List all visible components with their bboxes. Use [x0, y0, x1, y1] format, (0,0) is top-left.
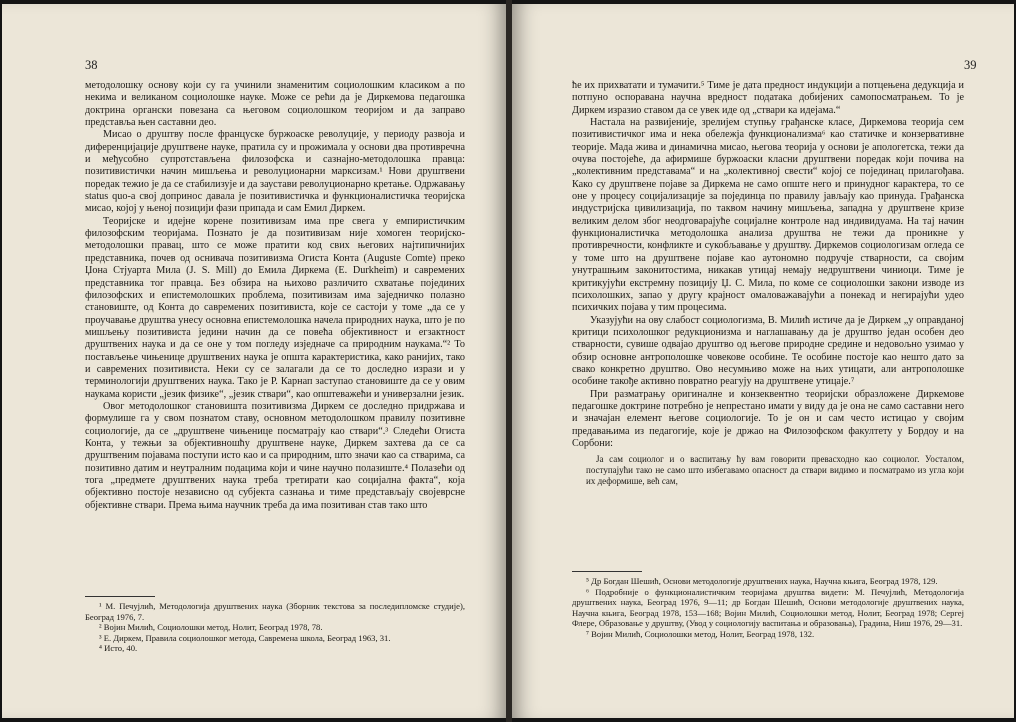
footnotes: [572, 559, 964, 640]
footnote: ⁷ Војин Милић, Социолошки метод, Нолит, Београд 1978, 132.: [586, 628, 815, 639]
footnotes: [85, 584, 465, 654]
paragraph: Овог методолошког становишта позитивизма Диркем се доследно придржава и формулише га у свом познатом ставу, основном методолошком правилу позитивне социологије, да се „друштвене чињенице посматрају као ствари“.³ Следећи Огиста Конта, у тежњи за објективношћу друштвене науке, Диркем захтева да се са друштвеним појавама поступи исто као и са природним, што значи као са стварима, са позитивно датим и неутралним подацима који и чине научно полазиште.⁴ Полазећи од тога „предмете друштвених наука треба третирати као социјална факта“, која објективно постоје независно од субјекта сазнања и тиме представљају својеврсне објективне ствари. Према њима научник треба да има позитиван став тако што: [85, 400, 465, 511]
footnote: ⁶ Подробније о функционалистичким теоријама друштва видети: М. Печујлић, Методологија друштвених наука, Београд 1976, 9—11; др Богдан Шешић, Основи методологије друштвених наука, Научна књига, Београд 1978, 153—168; Војин Милић, Социолошки метод, Нолит, Београд 1978; Сергеј Флере, Образовање у друштву, (Увод у социологију васпитања и образовања), Градина, Ниш 1976, 29—31.: [572, 586, 964, 629]
body-text: [85, 80, 465, 512]
footnote-rule: [572, 571, 642, 572]
paragraph: методолошку основу који су га учинили знаменитим социолошким класиком а по некима и великаном социолошке науке. Може се рећи да је Диркемова педагошка доктрина органски повезана са његовом социолошком теоријом и да заправо представља њен саставни део.: [85, 80, 465, 129]
paragraph: При разматрању оригиналне и конзеквентно теоријски образложене Диркемове педагошке доктрине потребно је непрестано имати у виду да је она не само саставни него и значајан елемент његове социологије. То је он и сам често истицао у својим предавањима из педагогије, које је држао на Филозофском факултету у Бордоу и на Сорбони:: [572, 388, 964, 449]
footnote: ¹ М. Печујлић, Методологија друштвених наука (Зборник текстова за последипломске студије), Београд 1976, 7.: [85, 601, 465, 622]
page-number: 39: [964, 58, 977, 72]
right-page: [512, 4, 1014, 718]
block-quote: Ја сам социолог и о васпитању ћу вам говорити превасходно као социолог. Уосталом, поступајући тако не само што избегавамо опасност да ствари видимо и посматрамо из угла који их деформише, већ сам,: [586, 454, 964, 487]
footnote: ⁵ Др Богдан Шешић, Основи методологије друштвених наука, Научна књига, Београд 1978, 129.: [586, 576, 938, 586]
paragraph: Указујући на ову слабост социологизма, В. Милић истиче да је Диркем „у оправданој критици психолошког редукционизма и наглашавању да је друштво један особен део стварности, сувише одвајао друштво од његове природне средине и недовољно узимао у обзир основне антрополошке човекове особине. Те особине постоје као нешто дато за свако конкретно друштво. Ово несумњиво може на њих утицати, али антрополошке особине такође активно повратно реагују на друштвене утицаје.⁷: [572, 314, 964, 388]
footnote: ⁴ Исто, 40.: [99, 643, 138, 654]
body-text: [572, 80, 964, 487]
paragraph: Настала на развијеније, зрелијем ступњу грађанске класе, Диркемова теорија сем позитивистичког има и нека обележја функционализма⁶ као статичке и конзервативне теорије. Мада жива и динамична мисао, његова теорија у основи је апологетска, тежи да очува постојеће, да афирмише буржоаски класни друштвени поредак који почива на „колективним представама“ и на „колективној свести“ којој се појединац прилагођава. Како су друштвене појаве за Диркема не само опште него и принудног карактера, то се оне у процесу социјализације за појединца по правилу јављају као принуда. Грађанска индустријска цивилизација, по таквом начину мишљења, западна у друштвене кризе великим делом због неодговарајуће социјалне контроле над индивидуама. На тај начин функционалистичка методолошка анализа друштва не тежи да проникне у противречности, конфликте и сукобљавање у друштву. Диркемов социологизам огледа се у томе што на друштвене појаве као аутономно подручје стварности, са својим унутрашњим законитостима, никакав утицај немају недруштвени чиниоци. Тиме је критикујући екстремну позицију Џ. С. Мила, по коме се социолошки закони изводе из психолошких, запао у другу крајност омаловажавајући а понекад и негирајући удео психичких појава у тим процесима.: [572, 117, 964, 314]
paragraph: Мисао о друштву после француске буржоаске револуције, у периоду развоја и диференцијације друштвене науке, пратила су и прожимала у основи два противречна и међусобно супротстављена филозофска и сазнајно-методолошка правца: позитивистички начин мишљења и револуционарни марксизам.¹ Нови друштвени поредак тежио је да се стабилизује и да заустави револуционарно кретање. Одржавању status quo-а свој допринос давала је позитивистичка и функционалистичка теоријска мисао, којој у њеној позицији фази припада и сам Емил Диркем.: [85, 129, 465, 215]
footnote: ² Војин Милић, Социолошки метод, Нолит, Београд 1978, 78.: [99, 622, 323, 633]
page-number: 38: [85, 58, 98, 72]
footnote: ³ Е. Диркем, Правила социолошког метода, Савремена школа, Београд 1963, 31.: [99, 632, 391, 643]
left-page: [2, 4, 506, 718]
paragraph: Теоријске и идејне корене позитивизам има пре свега у емпиристичким филозофским теоријама. Познато је да позитивизам није хомоген теоријско-методолошки правац, што се може пратити код свих његових најтипичнијих представника, почев од оснивача позитивизма Огиста Конта (Auguste Comte) преко Џона Стјуарта Мила (J. S. Mill) до Емила Диркема (E. Durkheim) и савремених представника тог правца. Без обзира на њихово различито схватање појединих филозофских и епистемолошких проблема, позитивизам има заједничко полазно становиште, од Конта до савремених позитивиста, које се састоји у томе „да се у проучавање друштва унесу основна епистемолошка начела природних наука, што је по мишљењу позитивиста једини начин да се повећа објективност и егзактност друштвених наука и да се оне у том погледу изједначе са природним наукама.“² То постављење чињенице друштвених наука је општа карактеристика, како ранијих, тако и савремених позитивиста. Неки су се залагали да се то доследно изрази и у терминологији друштвених наука. Тако је Р. Карнап заступао становиште да се у овим наукама користи „језик физике“, „језик ствари“, као општеважећи и универзални језик.: [85, 215, 465, 400]
paragraph: ће их прихватати и тумачити.⁵ Тиме је дата предност индукцији а потцењена дедукција и потпуно оспоравана научна вредност података добијених самопосматрањем. То је Диркем изразио ставом да се увек иде од „ствари ка идејама.“: [572, 80, 964, 116]
footnote-rule: [85, 596, 155, 597]
